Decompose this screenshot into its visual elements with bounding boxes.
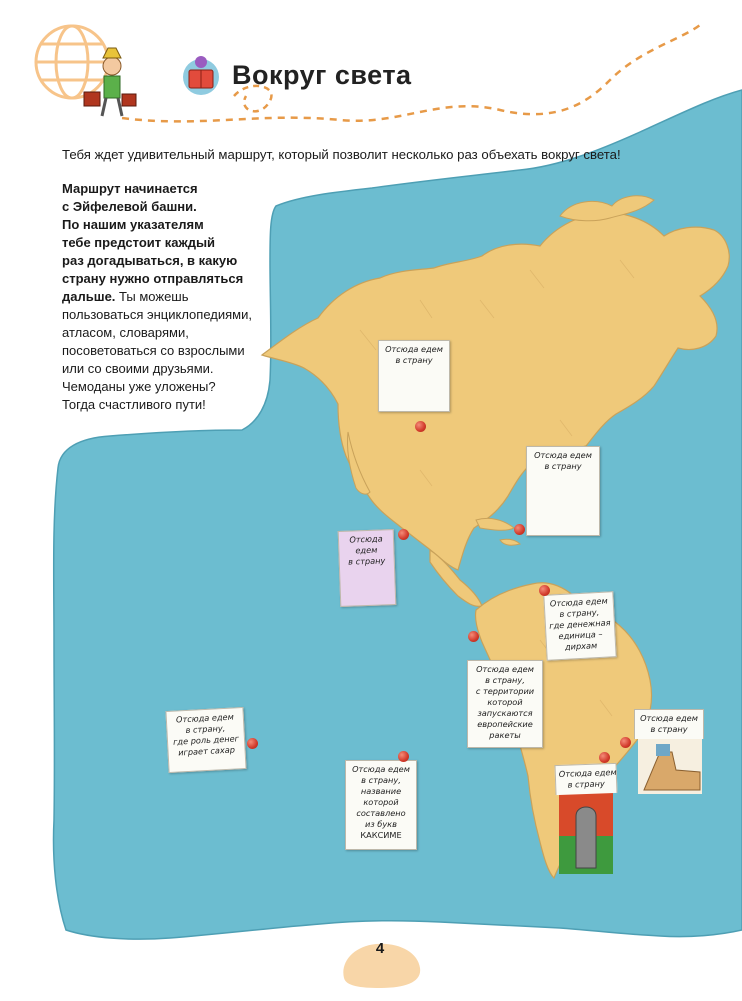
note-line: в страну	[544, 461, 582, 471]
note-line: Отсюда едем	[385, 344, 443, 354]
page-header	[180, 52, 412, 98]
note-line: из букв	[365, 819, 397, 829]
note-line: Отсюда едем	[175, 711, 234, 725]
note-line: Отсюда едем	[476, 664, 534, 674]
note-line: дирхам	[564, 640, 598, 652]
moai-picture	[559, 792, 613, 874]
note-line: КАКСИМЕ	[360, 830, 402, 840]
map-pin[interactable]	[514, 524, 525, 535]
note-kaksime	[345, 760, 417, 850]
note-line: в страну	[395, 355, 433, 365]
page-title: Вокруг света	[232, 59, 412, 90]
note-line: единица –	[558, 628, 603, 642]
intro-paragraph: Тебя ждет удивительный маршрут, который позволит несколько раз объехать вокруг света!	[62, 147, 621, 162]
map-pin[interactable]	[539, 585, 550, 596]
map-pin[interactable]	[247, 738, 258, 749]
note-sphinx	[634, 709, 704, 739]
note-line: в страну,	[185, 722, 226, 736]
map-pin[interactable]	[398, 751, 409, 762]
regular-line: атласом, словарями,	[62, 325, 189, 340]
note-cigar	[338, 529, 397, 607]
note-fuji	[378, 340, 450, 412]
regular-line: или со своими друзьями.	[62, 361, 214, 376]
regular-line: Ты можешь	[115, 289, 189, 304]
map-pin[interactable]	[398, 529, 409, 540]
note-line: в страну	[567, 778, 605, 790]
note-moai	[554, 763, 617, 795]
note-line: Отсюда	[349, 533, 383, 545]
bold-line: страну нужно отправляться	[62, 271, 244, 286]
bold-line: тебе предстоит каждый	[62, 235, 216, 250]
note-line: которой	[363, 797, 399, 807]
bold-line: с Эйфелевой башни.	[62, 199, 197, 214]
note-line: название	[360, 786, 402, 796]
note-line: Отсюда едем	[352, 764, 410, 774]
regular-line: Тогда счастливого пути!	[62, 397, 206, 412]
bold-line: раз догадываться, в какую	[62, 253, 238, 268]
note-line: Отсюда едем	[558, 766, 617, 779]
note-line: Отсюда едем	[534, 450, 592, 460]
note-line: Отсюда едем	[549, 595, 608, 609]
note-line: с территории	[475, 686, 535, 696]
bold-line: дальше.	[62, 289, 116, 304]
page-number: 4	[375, 940, 385, 957]
note-line: в страну	[650, 724, 688, 734]
note-line: европейские	[477, 719, 533, 729]
note-line: составлено	[356, 808, 406, 818]
note-dirham	[543, 591, 616, 661]
note-sugar	[165, 707, 246, 773]
traveler-illustration	[20, 26, 136, 116]
note-line: в страну,	[559, 606, 600, 620]
note-line: где роль денег	[172, 733, 240, 747]
note-line: где денежная	[548, 617, 611, 631]
note-rushmore	[526, 446, 600, 536]
bold-line: Маршрут начинается	[62, 181, 198, 196]
side-paragraph	[62, 180, 274, 414]
map-pin[interactable]	[620, 737, 631, 748]
regular-line: пользоваться энциклопедиями,	[62, 307, 252, 322]
note-line: ракеты	[489, 730, 521, 740]
note-line: играет сахар	[177, 744, 236, 758]
note-rockets	[467, 660, 543, 748]
map-pin[interactable]	[599, 752, 610, 763]
regular-line: Чемоданы уже уложены?	[62, 379, 216, 394]
note-line: которой	[487, 697, 523, 707]
note-line: Отсюда едем	[640, 713, 698, 723]
note-line: в страну,	[361, 775, 401, 785]
map-pin[interactable]	[468, 631, 479, 642]
regular-line: посоветоваться со взрослыми	[62, 343, 245, 358]
bold-line: По нашим указателям	[62, 217, 204, 232]
sphinx-picture	[638, 738, 702, 794]
map-pin[interactable]	[415, 421, 426, 432]
note-line: запускаются	[477, 708, 533, 718]
note-line: едем	[355, 544, 378, 556]
note-line: в страну,	[485, 675, 525, 685]
note-line: в страну	[348, 555, 386, 567]
